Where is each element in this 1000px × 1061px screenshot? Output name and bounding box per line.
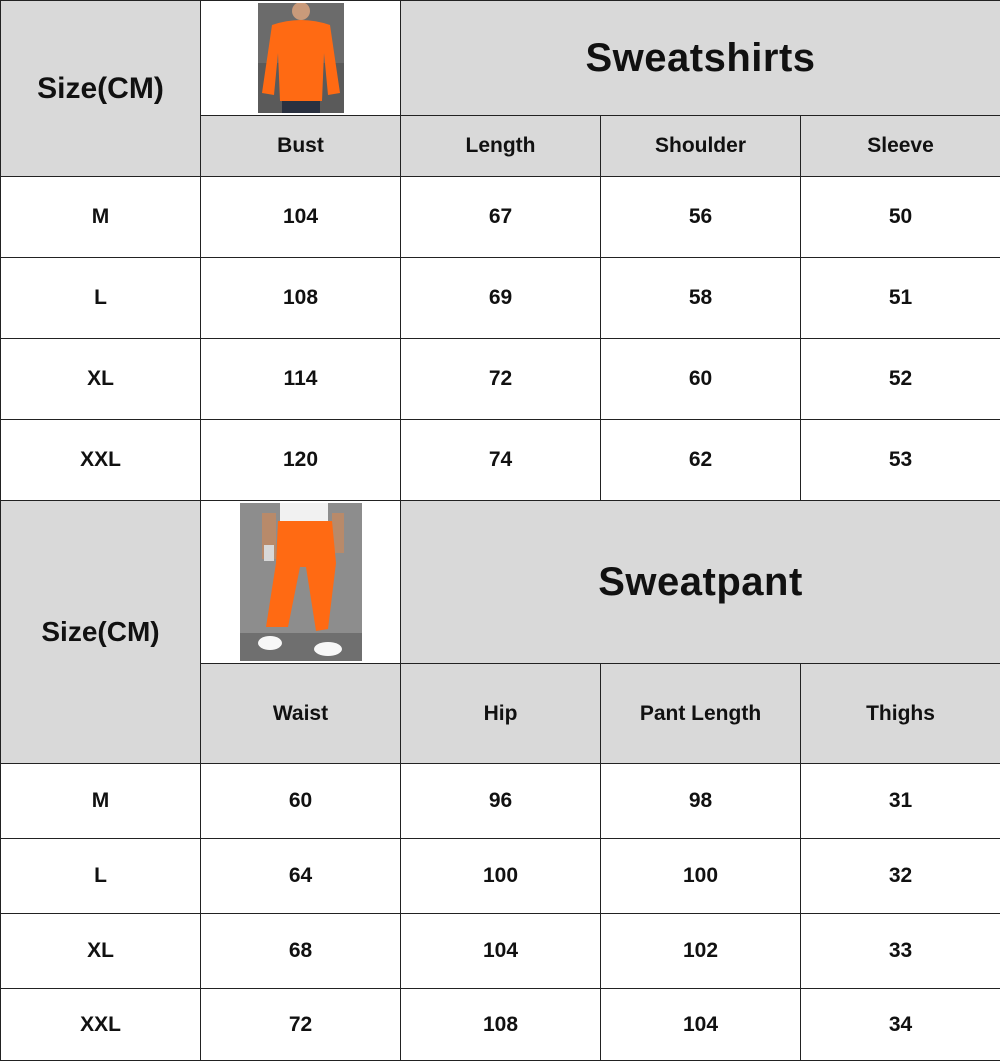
table-cell: 74 bbox=[401, 420, 601, 501]
size-label: M bbox=[1, 764, 201, 839]
table-cell: 72 bbox=[401, 339, 601, 420]
table-cell: 50 bbox=[801, 177, 1000, 258]
col-header-shoulder: Shoulder bbox=[601, 116, 801, 177]
table-cell: 72 bbox=[201, 989, 401, 1061]
sweatpant-corner-label: Size(CM) bbox=[1, 501, 201, 764]
table-cell: 108 bbox=[401, 989, 601, 1061]
table-cell: 56 bbox=[601, 177, 801, 258]
table-cell: 53 bbox=[801, 420, 1000, 501]
table-row bbox=[1, 839, 1000, 914]
sweatshirts-title: Sweatshirts bbox=[401, 1, 1000, 116]
sweatshirt-photo-cell bbox=[201, 1, 401, 116]
size-label: M bbox=[1, 177, 201, 258]
table-cell: 104 bbox=[401, 914, 601, 989]
table-cell: 98 bbox=[601, 764, 801, 839]
size-label: L bbox=[1, 839, 201, 914]
table-cell: 58 bbox=[601, 258, 801, 339]
table-cell: 60 bbox=[601, 339, 801, 420]
table-cell: 96 bbox=[401, 764, 601, 839]
table-cell: 34 bbox=[801, 989, 1000, 1061]
table-cell: 69 bbox=[401, 258, 601, 339]
table-cell: 104 bbox=[601, 989, 801, 1061]
size-label: XXL bbox=[1, 989, 201, 1061]
col-header-bust: Bust bbox=[201, 116, 401, 177]
orange-sweatshirt-photo bbox=[258, 3, 344, 113]
table-cell: 100 bbox=[601, 839, 801, 914]
table-row bbox=[1, 339, 1000, 420]
orange-sweatpant-photo bbox=[240, 503, 362, 661]
size-label: XXL bbox=[1, 420, 201, 501]
col-header-thighs: Thighs bbox=[801, 664, 1000, 764]
sweatpant-title: Sweatpant bbox=[401, 501, 1000, 664]
table-cell: 100 bbox=[401, 839, 601, 914]
table-cell: 32 bbox=[801, 839, 1000, 914]
table-cell: 60 bbox=[201, 764, 401, 839]
table-row bbox=[1, 989, 1000, 1061]
table-row bbox=[1, 914, 1000, 989]
table-cell: 31 bbox=[801, 764, 1000, 839]
table-cell: 68 bbox=[201, 914, 401, 989]
col-header-pant-length: Pant Length bbox=[601, 664, 801, 764]
table-cell: 51 bbox=[801, 258, 1000, 339]
table-cell: 102 bbox=[601, 914, 801, 989]
sweatpant-photo-cell bbox=[201, 501, 401, 664]
sweatshirts-corner-label: Size(CM) bbox=[1, 1, 201, 177]
table-cell: 104 bbox=[201, 177, 401, 258]
table-cell: 114 bbox=[201, 339, 401, 420]
size-label: XL bbox=[1, 339, 201, 420]
size-label: L bbox=[1, 258, 201, 339]
table-cell: 64 bbox=[201, 839, 401, 914]
col-header-waist: Waist bbox=[201, 664, 401, 764]
table-row bbox=[1, 420, 1000, 501]
col-header-length: Length bbox=[401, 116, 601, 177]
table-cell: 108 bbox=[201, 258, 401, 339]
table-row bbox=[1, 764, 1000, 839]
size-label: XL bbox=[1, 914, 201, 989]
table-cell: 62 bbox=[601, 420, 801, 501]
col-header-hip: Hip bbox=[401, 664, 601, 764]
table-row bbox=[1, 258, 1000, 339]
sweatpant-size-table bbox=[0, 500, 1000, 1061]
table-cell: 52 bbox=[801, 339, 1000, 420]
col-header-sleeve: Sleeve bbox=[801, 116, 1000, 177]
sweatshirts-size-table bbox=[0, 0, 1000, 501]
table-cell: 33 bbox=[801, 914, 1000, 989]
table-cell: 120 bbox=[201, 420, 401, 501]
table-cell: 67 bbox=[401, 177, 601, 258]
table-row bbox=[1, 177, 1000, 258]
